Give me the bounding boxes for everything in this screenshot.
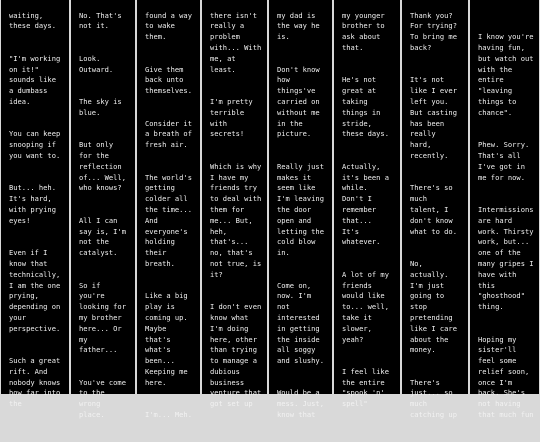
text-column-3 <box>137 0 200 420</box>
text-column-7 <box>402 0 468 420</box>
text-column-8 <box>470 0 539 420</box>
text-column-2 <box>71 0 135 420</box>
column-text: found a way to wake them. Give them back unto themselves. Consider it a breath of fresh air. The world's getting colder all the time... And everyone's holding their breath. Like a big play is coming up. Maybe that's what's been... Keeping me here. I'm... Meh. <box>145 10 192 420</box>
column-text: Thank you? For trying? To bring me back? It's not like I ever left you. But casting has been really hard, recently. There's so much talent, I don't know what to do. No, actually. I'm just going to stop pretending like I care about the money. There's just... so much catching up <box>410 10 457 420</box>
text-column-4 <box>202 0 267 409</box>
column-text: there isn't really a problem with... With me, at least. I'm pretty terrible with secrets! Which is why I have my friends try to deal with them for me... But, heh, that's... no, that's not true, is it? I don't even know what I'm doing here, other than trying to manage a dubious business venture that got set up <box>210 10 262 409</box>
column-text: waiting, these days. "I'm working on it!" sounds like a dumbass idea. You can keep snooping if you want to. But... heh. It's hard, with prying eyes! Even if I know that technically, I am the one prying, depending on your perspective. Such a great rift. And nobody knows how far into the <box>9 10 61 409</box>
text-column-6 <box>334 0 400 409</box>
text-column-1 <box>1 0 69 409</box>
column-text: I know you're having fun, but watch out with the entire "leaving things to chance". Phew. Sorry. That's all I've got in me for now. Intermissions are hard work. Thirsty work, but... one of the many gripes I have with this "ghosthood" thing. Hoping my sister'll feel some relief soon, once I'm back. She's not having that much fun <box>478 32 534 420</box>
column-text: my younger brother to ask about that. He's not great at taking things in stride, these days. Actually, it's been a while. Don't I remember that... It's whatever. A lot of my friends would like to... well, take it slower, yeah? I feel like the entire "spook 'n' spell" <box>342 10 389 409</box>
column-text: No. That's not it. Look. Outward. The sky is blue. But only for the reflection of... Well, who knows? All I can say is, I'm not the catalyst. So if you're looking for my brother here... Or my father... You've come to the wrong place. <box>79 10 126 420</box>
text-column-5 <box>269 0 332 420</box>
column-text: my dad is the way he is. Don't know how things've carried on without me in the picture. Really just makes it seem like I'm leaving the door open and letting the cold blow in. Come on, now. I'm not interested in getting the inside all soggy and slushy. Would be a mess. Just, know that <box>277 10 324 420</box>
